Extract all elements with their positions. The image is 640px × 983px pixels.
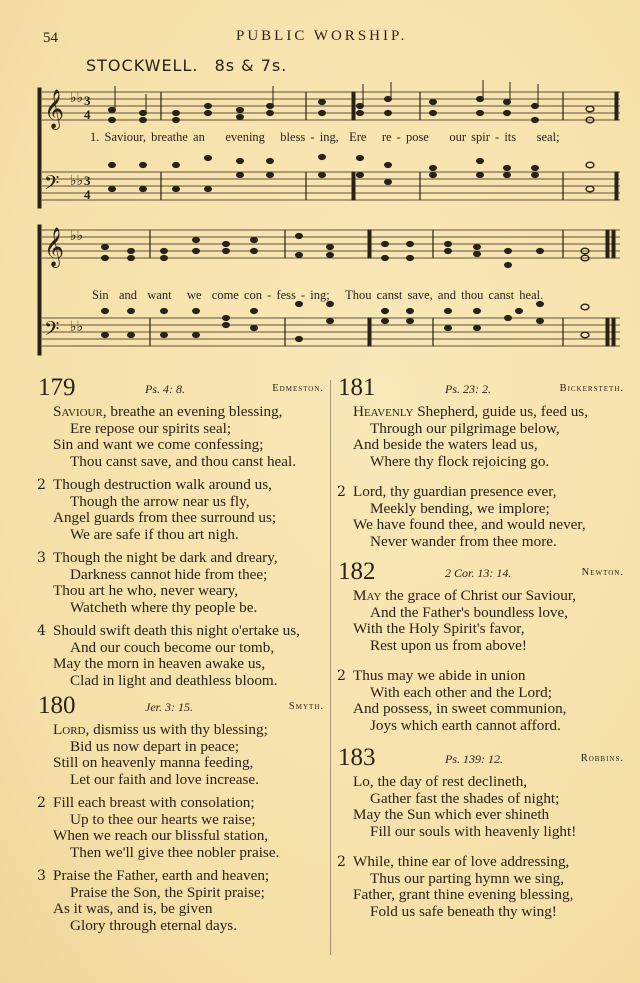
stanza-number: 2 [37, 477, 46, 493]
verse-line: the grace of Christ our Saviour, [381, 587, 577, 604]
stanza [338, 404, 628, 470]
verse-line: And possess, in sweet communion, [353, 700, 567, 717]
hymn-179 [37, 374, 328, 689]
verse-line: May the Sun which ever shineth [353, 806, 550, 823]
svg-text:3: 3 [84, 93, 91, 108]
verse-line: Sin and want we come confessing; [53, 436, 264, 453]
first-word: May [353, 587, 382, 604]
hymn-number: 183 [338, 744, 376, 771]
scripture-reference: Jer. 3: 15. [145, 700, 193, 714]
lyric-syllable: Thou canst [345, 288, 403, 302]
verse-line: Praise the Son, the Spirit praise; [70, 883, 265, 901]
verse-line: And the Father's boundless love, [370, 603, 569, 621]
lyric-syllable: heal. [519, 288, 544, 302]
verse-line: Praise the Father, earth and heaven; [53, 867, 270, 884]
verse-line: Meekly bending, we implore; [370, 499, 550, 517]
hymn-number: 182 [338, 558, 376, 585]
stanza [338, 668, 628, 734]
verse-line: , breathe an evening blessing, [102, 403, 283, 420]
verse-line: Joys which earth cannot afford. [370, 716, 561, 734]
verse-line: Then we'll give thee nobler praise. [70, 843, 280, 861]
lyric-syllable: ing; [310, 288, 330, 302]
staff-notation-icon [30, 80, 630, 370]
lyric-syllable: spir - [471, 130, 500, 144]
lyric-syllable: fess - [276, 288, 306, 302]
verse-line: Father, grant thine evening blessing, [353, 886, 574, 903]
hymn-heading [338, 558, 628, 588]
stanza [338, 588, 628, 654]
lyric-syllable: and [437, 288, 456, 302]
first-word: Heavenly [353, 403, 414, 420]
stanza-number: 2 [337, 484, 346, 500]
tune-meter: 8s & 7s. [214, 56, 288, 75]
verse-line: Thus may we abide in union [353, 667, 526, 684]
left-column [37, 374, 328, 941]
hymn-180 [37, 692, 328, 934]
verse-line: Angel guards from thee surround us; [53, 509, 277, 526]
verse-line: Glory through eternal days. [70, 916, 238, 934]
stanza [38, 623, 328, 689]
verse-line: Clad in light and deathless bloom. [70, 671, 278, 689]
verse-line: As it was, and is, be given [53, 900, 213, 917]
hymn-author: Edmeston. [272, 383, 324, 394]
scripture-reference: Ps. 139: 12. [445, 752, 503, 766]
hymn-author: Robbins. [580, 753, 624, 764]
verse-line: Thus our parting hymn we sing, [370, 869, 565, 887]
verse-line: Fill our souls with heavenly light! [370, 822, 577, 840]
verse-line: With each other and the Lord; [370, 683, 552, 701]
svg-text:♭♭: ♭♭ [70, 228, 84, 244]
svg-text:𝄢: 𝄢 [44, 317, 60, 345]
lyric-syllable: pose [405, 130, 429, 144]
verse-line: Shepherd, guide us, feed us, [413, 403, 589, 420]
scripture-reference: Ps. 23: 2. [445, 382, 491, 396]
svg-text:𝄞: 𝄞 [44, 89, 65, 129]
verse-line: Never wander from thee more. [370, 532, 557, 550]
hymn-heading [38, 692, 328, 722]
hymn-author: Newton. [581, 567, 624, 578]
lyric-syllable: bless - [280, 130, 315, 144]
verse-line: May the morn in heaven awake us, [53, 655, 266, 672]
hymn-author: Smyth. [288, 701, 324, 712]
system2-lyrics [92, 288, 543, 303]
verse-line: , dismiss us with thy blessing; [85, 721, 268, 738]
stanza-number: 2 [337, 668, 346, 684]
verse-line: Though the night be dark and dreary, [53, 549, 278, 566]
page-header [0, 26, 640, 50]
hymn-183 [337, 744, 628, 920]
scripture-reference: Ps. 4: 8. [145, 382, 185, 396]
hymn-heading [338, 374, 628, 404]
verse-line: We have found thee, and would never, [353, 516, 586, 533]
verse-line: We are safe if thou art nigh. [70, 525, 239, 543]
lyric-syllable: we [186, 288, 202, 302]
lyric-syllable: and [118, 288, 137, 302]
lyric-syllable: our [449, 130, 467, 144]
verse-line: While, thine ear of love addressing, [353, 853, 570, 870]
stanza [338, 774, 628, 840]
column-divider [330, 380, 331, 955]
stanza-number: 2 [337, 854, 346, 870]
verse-line: Fold us safe beneath thy wing! [370, 902, 557, 920]
stanza [338, 484, 628, 550]
verse-line: Ere repose our spirits seal; [70, 419, 232, 437]
hymn-182 [337, 558, 628, 734]
verse-line: Fill each breast with consolation; [53, 794, 255, 811]
svg-text:𝄞: 𝄞 [44, 227, 65, 267]
running-title: PUBLIC WORSHIP. [236, 28, 408, 44]
verse-line: Watcheth where thy people be. [70, 598, 258, 616]
right-column [337, 374, 628, 927]
system1-lyrics [90, 130, 560, 145]
scripture-reference: 2 Cor. 13: 14. [445, 566, 512, 580]
stanza [38, 868, 328, 934]
svg-text:𝄢: 𝄢 [44, 171, 60, 199]
lyric-syllable: want [147, 288, 172, 302]
lyric-syllable: thou canst [461, 288, 515, 302]
verse-line: Thou art he who, never weary, [53, 582, 238, 599]
verse-line: And beside the waters lead us, [353, 436, 538, 453]
lyric-syllable: seal; [536, 130, 560, 144]
hymn-number: 179 [38, 374, 76, 401]
verse-line: Rest upon us from above! [370, 636, 527, 654]
music-score [30, 80, 630, 374]
stanza [38, 477, 328, 543]
svg-text:♭♭: ♭♭ [70, 173, 84, 189]
stanza [38, 404, 328, 470]
lyric-syllable: re - [381, 130, 401, 144]
verse-line: And our couch become our tomb, [70, 638, 275, 656]
verse-line: Though the arrow near us fly, [70, 492, 250, 510]
verse-line: Thou canst save, and thou canst heal. [70, 452, 297, 470]
lyric-syllable: 1. Saviour, [90, 130, 147, 144]
svg-text:4: 4 [84, 107, 91, 122]
tune-heading [86, 56, 287, 75]
svg-text:3: 3 [84, 173, 91, 188]
stanza-number: 3 [37, 550, 46, 566]
svg-text:4: 4 [84, 187, 91, 202]
stanza-number: 3 [37, 868, 46, 884]
hymn-heading [38, 374, 328, 404]
hymn-181 [337, 374, 628, 550]
verse-line: With the Holy Spirit's favor, [353, 620, 525, 637]
svg-text:♭♭: ♭♭ [70, 90, 84, 106]
verse-line: Lo, the day of rest declineth, [353, 773, 528, 790]
lyric-syllable: con - [243, 288, 272, 302]
lyric-syllable: Sin [92, 288, 109, 302]
tune-name: STOCKWELL. [86, 56, 199, 75]
verse-line: Up to thee our hearts we raise; [70, 810, 256, 828]
first-word: Lord [53, 721, 86, 738]
verse-line: When we reach our blissful station, [53, 827, 269, 844]
verse-line: Let our faith and love increase. [70, 770, 259, 788]
lyric-syllable: ing, [319, 130, 339, 144]
lyric-syllable: evening [225, 130, 265, 144]
page-number: 54 [43, 30, 58, 46]
stanza [38, 795, 328, 861]
stanza-number: 2 [37, 795, 46, 811]
lyric-syllable: breathe an [151, 130, 205, 144]
stanza [38, 550, 328, 616]
lyric-syllable: Ere [349, 130, 367, 144]
verse-line: Through our pilgrimage below, [370, 419, 560, 437]
verse-line: Lord, thy guardian presence ever, [353, 483, 557, 500]
hymn-author: Bickersteth. [559, 383, 624, 394]
verse-line: Gather fast the shades of night; [370, 789, 560, 807]
lyric-syllable: come [211, 288, 239, 302]
hymn-number: 181 [338, 374, 376, 401]
verse-line: Darkness cannot hide from thee; [70, 565, 268, 583]
lyric-syllable: save, [407, 288, 433, 302]
stanza [38, 722, 328, 788]
first-word: Saviour [53, 403, 103, 420]
svg-text:♭♭: ♭♭ [70, 319, 84, 335]
verse-line: Where thy flock rejoicing go. [370, 452, 550, 470]
stanza-number: 4 [37, 623, 46, 639]
verse-line: Should swift death this night o'ertake us, [53, 622, 300, 639]
verse-line: Bid us now depart in peace; [70, 737, 240, 755]
hymn-heading [338, 744, 628, 774]
verse-line: Though destruction walk around us, [53, 476, 272, 493]
lyric-syllable: its [504, 130, 517, 144]
hymn-number: 180 [38, 692, 76, 719]
verse-line: Still on heavenly manna feeding, [53, 754, 254, 771]
stanza [338, 854, 628, 920]
